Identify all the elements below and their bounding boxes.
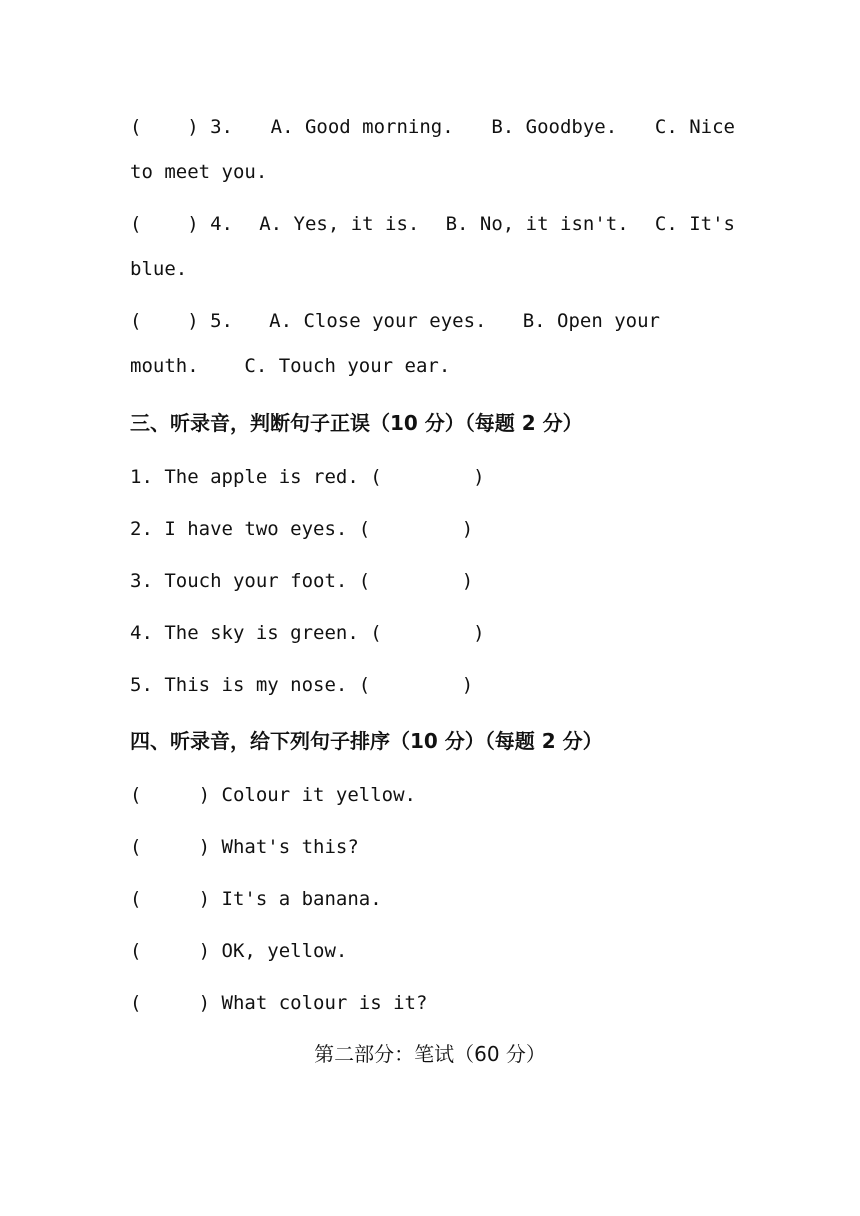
- question-4-options: [130, 211, 735, 237]
- question-4-option-a: A. Yes, it is.: [259, 213, 420, 235]
- question-3-continuation: to meet you.: [130, 161, 268, 183]
- section-4-heading: 四、听录音，给下列句子排序（10 分）（每题 2 分）: [130, 729, 603, 753]
- question-5-option-a: A. Close your eyes.: [269, 310, 487, 332]
- question-4-option-c: C. It's: [654, 213, 735, 235]
- question-4-option-b: B. No, it isn't.: [445, 213, 629, 235]
- part-2-title: 第二部分：笔试（60 分）: [314, 1042, 546, 1066]
- section-4-item-1: ( ) Colour it yellow.: [130, 784, 416, 806]
- question-5-option-b: B. Open your: [522, 310, 660, 332]
- question-3-option-a: A. Good morning.: [270, 116, 454, 138]
- question-4-number: ( ) 4.: [130, 213, 233, 235]
- question-3-option-c: C. Nice: [654, 116, 735, 138]
- question-5-number: ( ) 5.: [130, 310, 233, 332]
- section-4-item-4: ( ) OK, yellow.: [130, 940, 348, 962]
- section-3-item-4: 4. The sky is green. ( ): [130, 622, 485, 644]
- section-3-item-1: 1. The apple is red. ( ): [130, 466, 485, 488]
- section-4-item-3: ( ) It's a banana.: [130, 888, 382, 910]
- question-5-continuation: mouth. C. Touch your ear.: [130, 355, 451, 377]
- question-3-options: [130, 114, 735, 140]
- section-4-item-5: ( ) What colour is it?: [130, 992, 428, 1014]
- question-4-continuation: blue.: [130, 258, 188, 280]
- question-5-options: [130, 308, 660, 334]
- section-3-item-2: 2. I have two eyes. ( ): [130, 518, 474, 540]
- question-3-option-b: B. Goodbye.: [491, 116, 618, 138]
- section-3-item-5: 5. This is my nose. ( ): [130, 674, 474, 696]
- section-3-item-3: 3. Touch your foot. ( ): [130, 570, 474, 592]
- section-4-item-2: ( ) What's this?: [130, 836, 359, 858]
- section-3-heading: 三、听录音，判断句子正误（10 分）（每题 2 分）: [130, 411, 583, 435]
- question-3-number: ( ) 3.: [130, 116, 233, 138]
